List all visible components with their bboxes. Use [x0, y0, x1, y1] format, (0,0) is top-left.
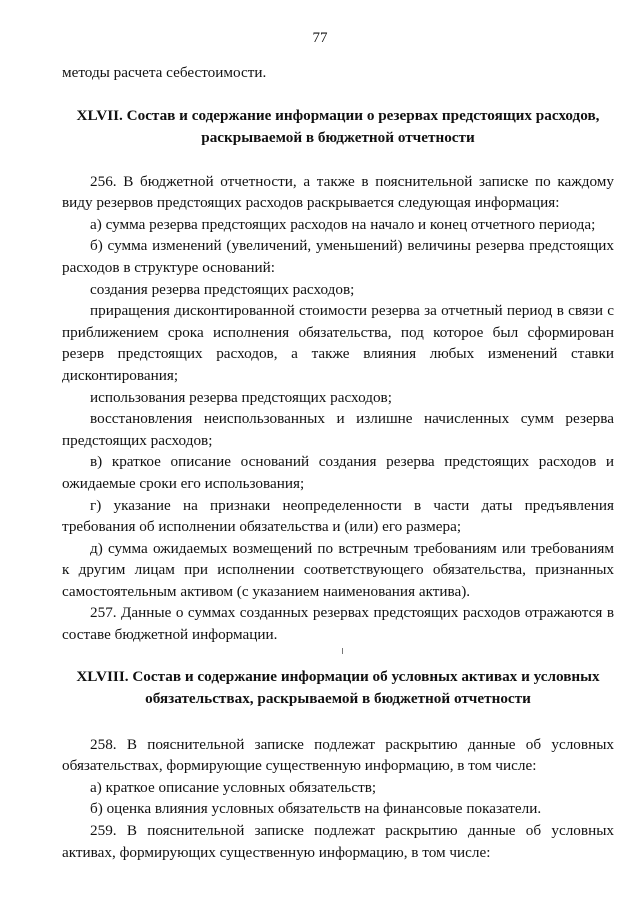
lead-paragraph: методы расчета себестоимости.	[62, 64, 267, 81]
list-item-g: г) указание на признаки неопределенности в части даты предъявления требования об исполнении обязательства и (или) его размера;	[62, 496, 614, 536]
sub-item-usage: использования резерва предстоящих расходов;	[90, 388, 392, 406]
paragraph-256: 256. В бюджетной отчетности, а также в пояснительной записке по каждому виду резервов предстоящих расходов раскрывается следующая информация:	[62, 172, 614, 212]
list-item-a: а) сумма резерва предстоящих расходов на начало и конец отчетного периода;	[90, 215, 596, 233]
section-heading-xlvii	[62, 105, 614, 149]
paragraph-258: 258. В пояснительной записке подлежат раскрытию данные об условных обязательствах, формирующие существенную информацию, в том числе:	[62, 735, 614, 775]
page-content	[62, 62, 614, 863]
paragraph-257: 257. Данные о суммах созданных резервах предстоящих расходов отражаются в составе бюджетной информации.	[62, 604, 614, 644]
list-item-b: б) сумма изменений (увеличений, уменьшений) величины резерва предстоящих расходов в структуре оснований:	[62, 237, 614, 276]
sub-item-creation: создания резерва предстоящих расходов;	[90, 280, 355, 298]
heading-line: обязательствах, раскрываемой в бюджетной отчетности	[145, 689, 531, 707]
heading-line: XLVIII. Состав и содержание информации об условных активах и условных	[76, 667, 600, 685]
section-heading-xlviii	[62, 666, 614, 710]
sub-item-increment: приращения дисконтированной стоимости резерва за отчетный период в связи с приближением срока исполнения обязательства, под которое был сформирован резерв предстоящих расходов, а также влияния любых изменений ставки дисконтирования;	[62, 302, 614, 384]
scan-speck	[342, 648, 343, 654]
list-item-a: а) краткое описание условных обязательств;	[90, 778, 377, 796]
page-number: 77	[312, 30, 328, 46]
list-item-b: б) оценка влияния условных обязательств на финансовые показатели.	[90, 800, 542, 818]
list-item-d: д) сумма ожидаемых возмещений по встречным требованиям или требованиям к другим лицам при исполнении соответствующего обязательства, признанных самостоятельным активом (с указанием наименования актива).	[62, 539, 614, 600]
heading-line: XLVII. Состав и содержание информации о резервах предстоящих расходов,	[76, 106, 600, 124]
sub-item-restoration: восстановления неиспользованных и излишне начисленных сумм резерва предстоящих расходов;	[62, 410, 614, 449]
heading-line: раскрываемой в бюджетной отчетности	[201, 128, 475, 146]
list-item-v: в) краткое описание оснований создания резерва предстоящих расходов и ожидаемые сроки его использования;	[62, 453, 614, 492]
paragraph-259: 259. В пояснительной записке подлежат раскрытию данные об условных активах, формирующих существенную информацию, в том числе:	[62, 822, 614, 861]
